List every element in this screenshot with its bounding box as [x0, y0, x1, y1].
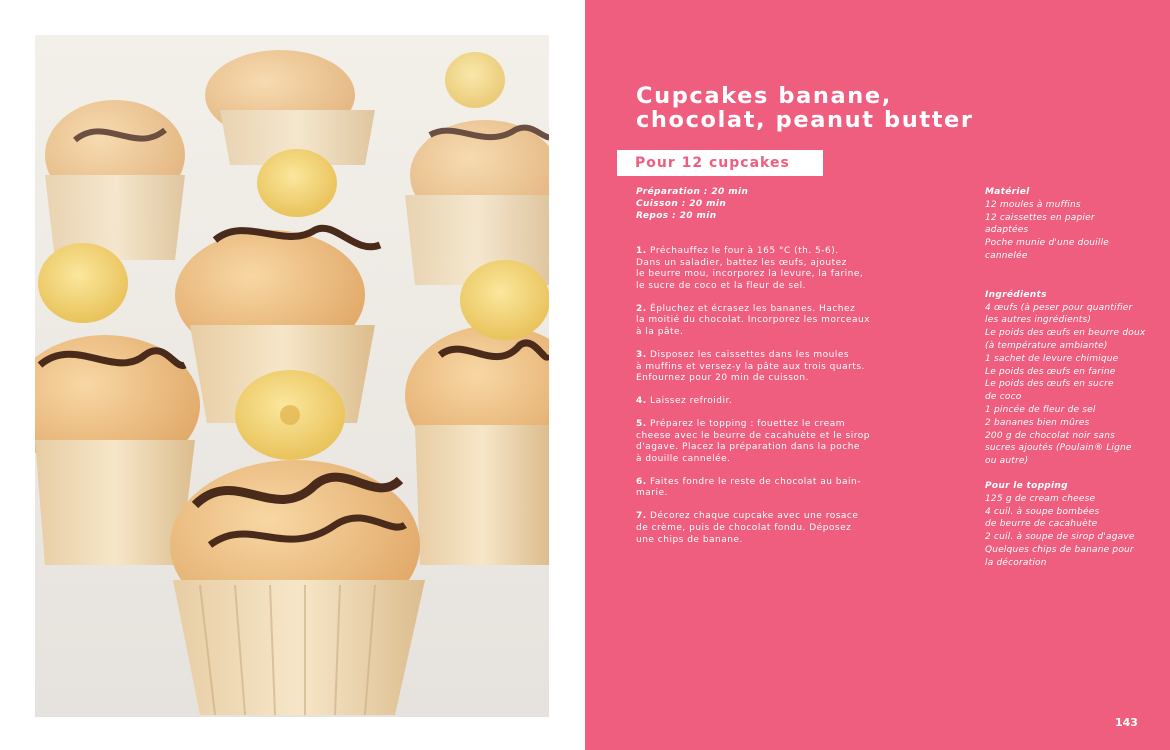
- step-number: 6.: [636, 476, 647, 487]
- ingredient-line: les autres ingrédients): [985, 315, 1092, 326]
- materiel-line: 12 caissettes en papier: [985, 212, 1095, 223]
- materiel-line: cannelée: [985, 250, 1028, 261]
- cupcakes-photo: [35, 35, 549, 717]
- ingredient-line: ou autre): [985, 456, 1029, 467]
- page-number: 143: [1115, 716, 1138, 729]
- prep-time: Préparation : 20 min: [636, 187, 749, 197]
- step-number: 2.: [636, 303, 647, 314]
- materiel-block: [985, 186, 1160, 263]
- materiel-line: adaptées: [985, 225, 1029, 236]
- step-text: Disposez les caissettes dans les moules à muffins et versez-y la pâte aux trois quarts. Enfournez pour 20 min de cuisson.: [636, 349, 865, 384]
- recipe-step: [636, 246, 906, 292]
- topping-line: Quelques chips de banane pour: [985, 544, 1134, 555]
- ingredient-line: 200 g de chocolat noir sans: [985, 430, 1116, 441]
- ingredient-line: de coco: [985, 392, 1022, 403]
- materiel-line: Poche munie d'une douille: [985, 238, 1110, 249]
- rest-time: Repos : 20 min: [636, 211, 717, 221]
- ingredients-block: [985, 289, 1160, 468]
- step-number: 3.: [636, 349, 647, 360]
- step-number: 7.: [636, 511, 647, 522]
- ingredient-line: (à température ambiante): [985, 340, 1108, 351]
- recipe-title: [636, 84, 974, 132]
- topping-line: 4 cuil. à soupe bombées: [985, 506, 1100, 517]
- ingredient-line: sucres ajoutés (Poulain® Ligne: [985, 443, 1132, 454]
- topping-line: 2 cuil. à soupe de sirop d'agave: [985, 532, 1135, 543]
- materiel-heading: Matériel: [985, 187, 1030, 197]
- recipe-step: [636, 419, 906, 465]
- topping-line: la décoration: [985, 557, 1047, 568]
- ingredient-line: 2 bananes bien mûres: [985, 417, 1090, 428]
- step-text: Épluchez et écrasez les bananes. Hachez la moitié du chocolat. Incorporez les morceaux à la pâte.: [636, 303, 870, 337]
- step-text: Décorez chaque cupcake avec une rosace de crème, puis de chocolat fondu. Déposez une chips de banane.: [636, 511, 859, 545]
- ingredient-line: 1 pincée de fleur de sel: [985, 404, 1096, 415]
- cupcakes-illustration: [35, 35, 549, 717]
- ingredient-line: 1 sachet de levure chimique: [985, 353, 1119, 364]
- cook-time: Cuisson : 20 min: [636, 199, 727, 209]
- timing-info: [636, 186, 748, 222]
- step-number: 5.: [636, 419, 647, 430]
- recipe-steps: [636, 246, 906, 558]
- recipe-page: [585, 0, 1170, 750]
- recipe-step: [636, 304, 906, 339]
- topping-heading: Pour le topping: [985, 480, 1068, 491]
- step-text: Faites fondre le reste de chocolat au bain- marie.: [636, 476, 861, 499]
- title-line: chocolat, peanut butter: [636, 107, 974, 133]
- recipe-step: [636, 350, 906, 385]
- ingredient-line: Le poids des œufs en farine: [985, 366, 1116, 377]
- ingredients-column: [985, 186, 1160, 582]
- ingredient-line: Le poids des œufs en beurre doux: [985, 328, 1146, 339]
- recipe-step: [636, 396, 906, 408]
- topping-block: [985, 480, 1160, 570]
- title-line: Cupcakes banane,: [636, 83, 892, 109]
- step-text: Préparez le topping : fouettez le cream cheese avec le beurre de cacahuète et le sirop d'agave. Placez la préparation dans la poche à douille cannelée.: [636, 419, 870, 464]
- topping-line: 125 g de cream cheese: [985, 493, 1096, 504]
- yield-badge: Pour 12 cupcakes: [617, 150, 823, 176]
- ingredient-line: 4 œufs (à peser pour quantifier: [985, 302, 1133, 313]
- step-text: Préchauffez le four à 165 °C (th. 5-6). Dans un saladier, battez les œufs, ajoutez le beurre mou, incorporez la levure, la farine, le sucre de coco et la fleur de sel.: [636, 246, 864, 291]
- step-text: Laissez refroidir.: [646, 396, 733, 407]
- topping-line: de beurre de cacahuète: [985, 519, 1098, 530]
- materiel-line: 12 moules à muffins: [985, 199, 1081, 210]
- step-number: 4.: [636, 396, 647, 407]
- recipe-step: [636, 477, 906, 500]
- ingredient-line: Le poids des œufs en sucre: [985, 379, 1114, 390]
- ingredients-heading: Ingrédients: [985, 289, 1047, 300]
- recipe-step: [636, 511, 906, 546]
- step-number: 1.: [636, 246, 647, 256]
